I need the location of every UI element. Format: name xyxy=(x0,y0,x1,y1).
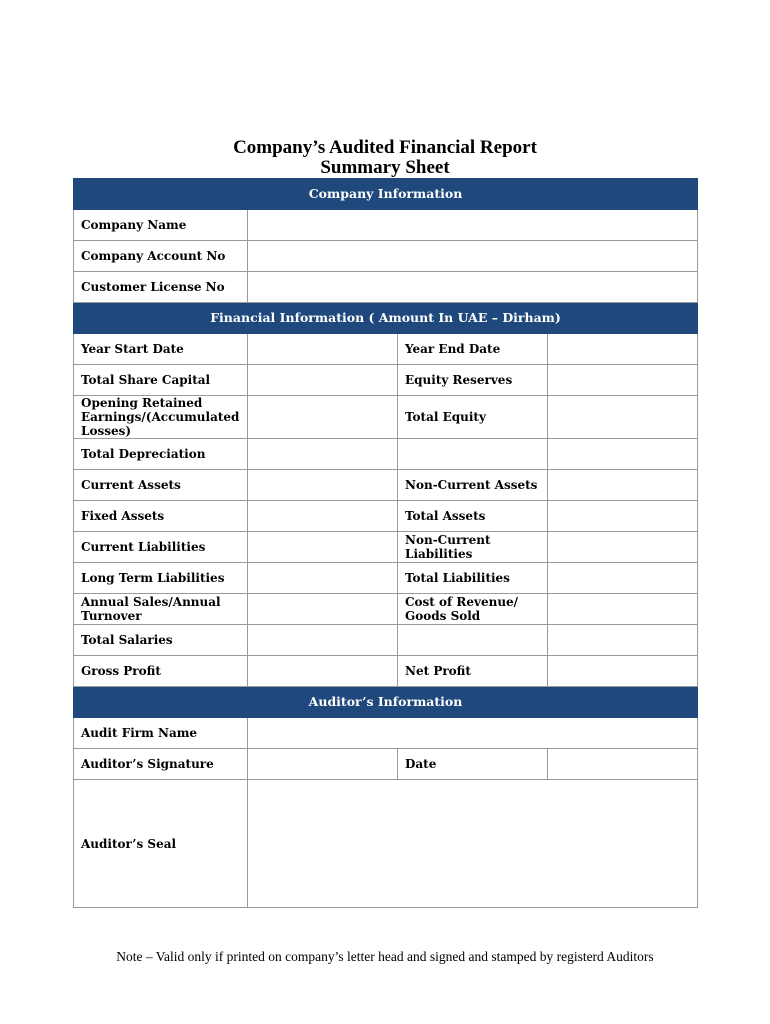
table-row xyxy=(74,439,698,470)
table-row xyxy=(74,749,698,780)
date-field[interactable] xyxy=(548,749,698,780)
table-row xyxy=(74,594,698,625)
non-current-assets-field[interactable] xyxy=(548,470,698,501)
total-liabilities-field[interactable] xyxy=(548,563,698,594)
table-row xyxy=(74,365,698,396)
gross-profit-field[interactable] xyxy=(248,656,398,687)
table-row xyxy=(74,656,698,687)
current-liabilities-field[interactable] xyxy=(248,532,398,563)
company-information-header: Company Information xyxy=(74,179,698,210)
current-assets-field[interactable] xyxy=(248,470,398,501)
field-label: Gross Profit xyxy=(74,656,248,687)
cost-of-revenue-field[interactable] xyxy=(548,594,698,625)
auditor-information-header: Auditor’s Information xyxy=(74,687,698,718)
field-label: Year End Date xyxy=(398,334,548,365)
annual-sales-field[interactable] xyxy=(248,594,398,625)
long-term-liabilities-field[interactable] xyxy=(248,563,398,594)
page-subtitle: Summary Sheet xyxy=(320,157,450,178)
field-label: Non-Current Assets xyxy=(398,470,548,501)
total-assets-field[interactable] xyxy=(548,501,698,532)
table-row xyxy=(74,241,698,272)
section-header-row xyxy=(74,303,698,334)
field-label: Total Share Capital xyxy=(74,365,248,396)
empty-cell xyxy=(398,625,548,656)
field-label: Total Depreciation xyxy=(74,439,248,470)
equity-reserves-field[interactable] xyxy=(548,365,698,396)
year-end-date-field[interactable] xyxy=(548,334,698,365)
table-row xyxy=(74,563,698,594)
table-row xyxy=(74,625,698,656)
empty-cell xyxy=(548,439,698,470)
field-label: Non-Current Liabilities xyxy=(398,532,548,563)
empty-cell xyxy=(548,625,698,656)
year-start-date-field[interactable] xyxy=(248,334,398,365)
field-label: Current Liabilities xyxy=(74,532,248,563)
table-row xyxy=(74,272,698,303)
field-label: Total Assets xyxy=(398,501,548,532)
auditor-signature-field[interactable] xyxy=(248,749,398,780)
table-row xyxy=(74,210,698,241)
total-equity-field[interactable] xyxy=(548,396,698,439)
field-label: Equity Reserves xyxy=(398,365,548,396)
company-account-no-field[interactable] xyxy=(248,241,698,272)
page-title: Company’s Audited Financial Report xyxy=(233,137,537,158)
non-current-liabilities-field[interactable] xyxy=(548,532,698,563)
table-row xyxy=(74,532,698,563)
financial-information-header: Financial Information ( Amount In UAE – Dirham) xyxy=(74,303,698,334)
field-label: Cost of Revenue/ Goods Sold xyxy=(398,594,548,625)
field-label: Date xyxy=(398,749,548,780)
customer-license-no-field[interactable] xyxy=(248,272,698,303)
section-header-row xyxy=(74,179,698,210)
field-label: Total Liabilities xyxy=(398,563,548,594)
opening-retained-earnings-field[interactable] xyxy=(248,396,398,439)
table-row xyxy=(74,396,698,439)
table-row xyxy=(74,501,698,532)
field-label: Auditor’s Seal xyxy=(74,780,248,908)
field-label: Long Term Liabilities xyxy=(74,563,248,594)
field-label: Current Assets xyxy=(74,470,248,501)
table-row xyxy=(74,470,698,501)
field-label: Company Account No xyxy=(74,241,248,272)
table-row xyxy=(74,780,698,908)
field-label: Fixed Assets xyxy=(74,501,248,532)
field-label: Net Profit xyxy=(398,656,548,687)
field-label: Customer License No xyxy=(74,272,248,303)
field-label: Opening Retained Earnings/(Accumulated Losses) xyxy=(74,396,248,439)
field-label: Annual Sales/Annual Turnover xyxy=(74,594,248,625)
field-label: Auditor’s Signature xyxy=(74,749,248,780)
summary-form-table xyxy=(73,178,698,908)
section-header-row xyxy=(74,687,698,718)
field-label: Year Start Date xyxy=(74,334,248,365)
total-salaries-field[interactable] xyxy=(248,625,398,656)
footer-note: Note – Valid only if printed on company’s letter head and signed and stamped by registerd Auditors xyxy=(116,949,654,964)
field-label: Audit Firm Name xyxy=(74,718,248,749)
audit-firm-name-field[interactable] xyxy=(248,718,698,749)
field-label: Company Name xyxy=(74,210,248,241)
table-row xyxy=(74,334,698,365)
total-share-capital-field[interactable] xyxy=(248,365,398,396)
empty-cell xyxy=(398,439,548,470)
fixed-assets-field[interactable] xyxy=(248,501,398,532)
total-depreciation-field[interactable] xyxy=(248,439,398,470)
table-row xyxy=(74,718,698,749)
auditor-seal-field[interactable] xyxy=(248,780,698,908)
net-profit-field[interactable] xyxy=(548,656,698,687)
field-label: Total Equity xyxy=(398,396,548,439)
field-label: Total Salaries xyxy=(74,625,248,656)
company-name-field[interactable] xyxy=(248,210,698,241)
